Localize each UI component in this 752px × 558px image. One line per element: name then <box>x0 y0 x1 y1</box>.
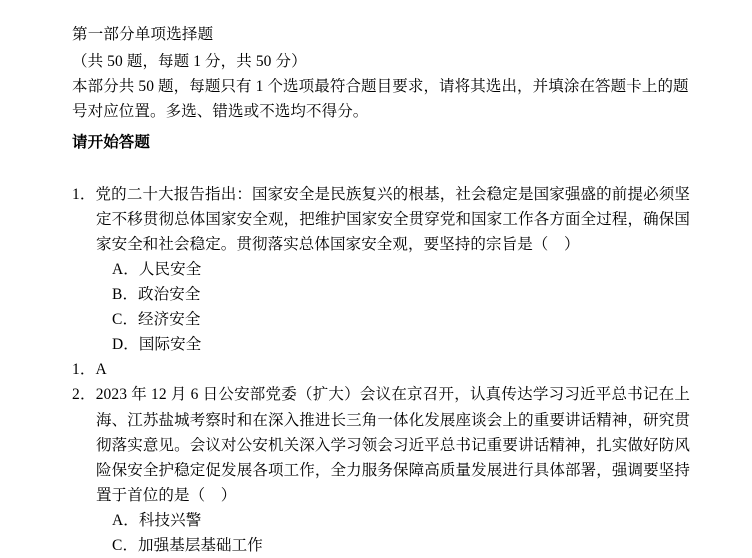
section-title: 第一部分单项选择题 <box>72 26 214 43</box>
question-item <box>72 382 690 558</box>
scoring-line: （共 50 题，每题 1 分，共 50 分） <box>72 53 307 71</box>
question-text: 2．2023 年 12 月 6 日公安部党委（扩大）会议在京召开，认真传达学习习近平总书记在上海、江苏盐城考察时和在深入推进长三角一体化发展座谈会上的重要讲话精神，研究贯彻落实意见。会议对公安机关深入学习领会习近平总书记重要讲话精神，扎实做好防风险保安全护稳定促发展各项工作，全力服务保障高质量发展进行具体部署，强调要坚持置于首位的是（ ） <box>72 386 690 504</box>
answer-line: 1．A <box>72 361 107 379</box>
start-prompt: 请开始答题 <box>72 134 151 152</box>
spacer <box>72 156 690 182</box>
instructions-paragraph: 本部分共 50 题，每题只有 1 个选项最符合题目要求，请将其选出，并填涂在答题卡上的题号对应位置。多选、错选或不选均不得分。 <box>72 78 689 121</box>
option-c: C．加强基层基础工作 <box>112 537 263 555</box>
option-d: D．国际安全 <box>112 336 202 354</box>
option-a: A．人民安全 <box>112 260 202 278</box>
option-a: A．科技兴警 <box>112 511 202 529</box>
question-item <box>72 182 690 383</box>
option-b: B．政治安全 <box>112 285 201 303</box>
question-text: 1．党的二十大报告指出：国家安全是民族复兴的根基，社会稳定是国家强盛的前提必须坚定不移贯彻总体国家安全观，把维护国家安全贯穿党和国家工作各方面全过程，确保国家安全和社会稳定。贯彻落实总体国家安全观，要坚持的宗旨是（ ） <box>72 185 690 253</box>
option-c: C．经济安全 <box>112 311 201 329</box>
